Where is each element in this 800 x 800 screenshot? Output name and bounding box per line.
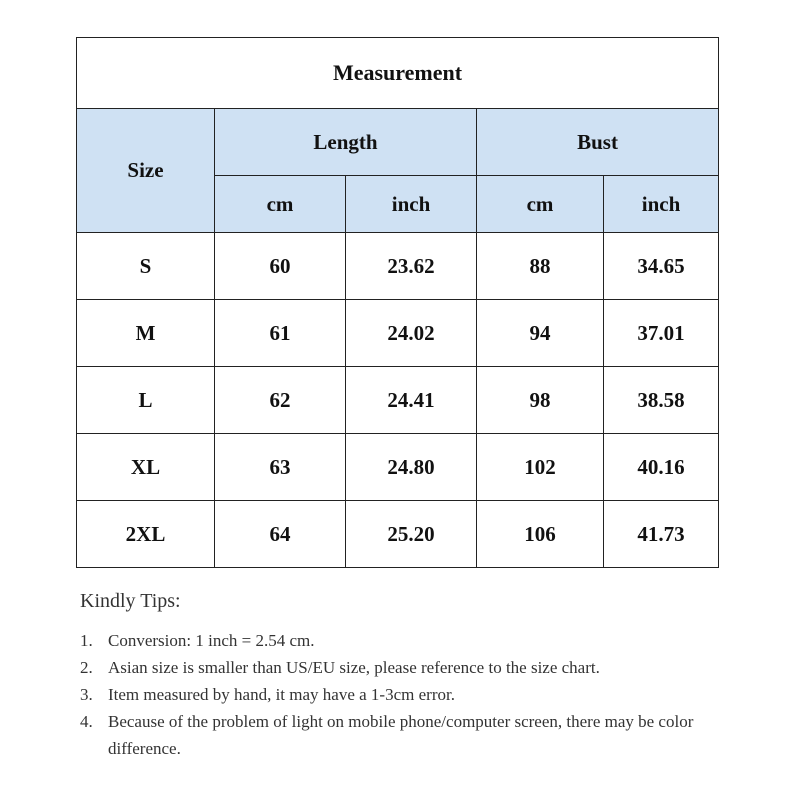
- bust-cm-cell: 88: [477, 233, 604, 300]
- length-inch-cell: 23.62: [346, 233, 477, 300]
- table-title: Measurement: [77, 38, 719, 109]
- size-cell: M: [77, 300, 215, 367]
- table-row: [77, 300, 719, 367]
- tip-number: 4.: [80, 712, 93, 731]
- length-cm-cell: 61: [215, 300, 346, 367]
- tip-number: 3.: [80, 685, 93, 704]
- bust-cm-cell: 94: [477, 300, 604, 367]
- size-cell: L: [77, 367, 215, 434]
- bust-inch-cell: 41.73: [604, 501, 719, 568]
- tip-text: Asian size is smaller than US/EU size, please reference to the size chart.: [108, 658, 600, 677]
- table-row: [77, 233, 719, 300]
- tips-title: Kindly Tips:: [80, 590, 181, 612]
- bust-inch-cell: 40.16: [604, 434, 719, 501]
- bust-inch-cell: 34.65: [604, 233, 719, 300]
- bust-group-header: Bust: [477, 109, 719, 176]
- tip-text: Conversion: 1 inch = 2.54 cm.: [108, 631, 315, 650]
- tip-text: Because of the problem of light on mobile phone/computer screen, there may be color difference.: [108, 712, 694, 758]
- bust-cm-cell: 102: [477, 434, 604, 501]
- length-cm-header: cm: [215, 176, 346, 233]
- tips-list: [80, 627, 730, 762]
- length-cm-cell: 63: [215, 434, 346, 501]
- bust-inch-cell: 37.01: [604, 300, 719, 367]
- bust-inch-header: inch: [604, 176, 719, 233]
- bust-inch-cell: 38.58: [604, 367, 719, 434]
- size-cell: XL: [77, 434, 215, 501]
- tip-item: [80, 654, 730, 681]
- tip-item: [80, 627, 730, 654]
- bust-cm-cell: 106: [477, 501, 604, 568]
- length-group-header: Length: [215, 109, 477, 176]
- tip-item: [80, 681, 730, 708]
- kindly-tips-section: [80, 590, 730, 762]
- length-cm-cell: 64: [215, 501, 346, 568]
- size-chart-table: [76, 37, 719, 568]
- size-cell: S: [77, 233, 215, 300]
- length-inch-cell: 24.02: [346, 300, 477, 367]
- tip-item: [80, 708, 730, 762]
- table-row: [77, 367, 719, 434]
- table-row: [77, 434, 719, 501]
- table-row: [77, 501, 719, 568]
- tip-number: 2.: [80, 658, 93, 677]
- length-inch-header: inch: [346, 176, 477, 233]
- bust-cm-cell: 98: [477, 367, 604, 434]
- bust-cm-header: cm: [477, 176, 604, 233]
- size-cell: 2XL: [77, 501, 215, 568]
- size-column-header: Size: [77, 109, 215, 233]
- length-cm-cell: 62: [215, 367, 346, 434]
- length-cm-cell: 60: [215, 233, 346, 300]
- length-inch-cell: 24.80: [346, 434, 477, 501]
- length-inch-cell: 24.41: [346, 367, 477, 434]
- length-inch-cell: 25.20: [346, 501, 477, 568]
- tip-text: Item measured by hand, it may have a 1-3cm error.: [108, 685, 455, 704]
- tip-number: 1.: [80, 631, 93, 650]
